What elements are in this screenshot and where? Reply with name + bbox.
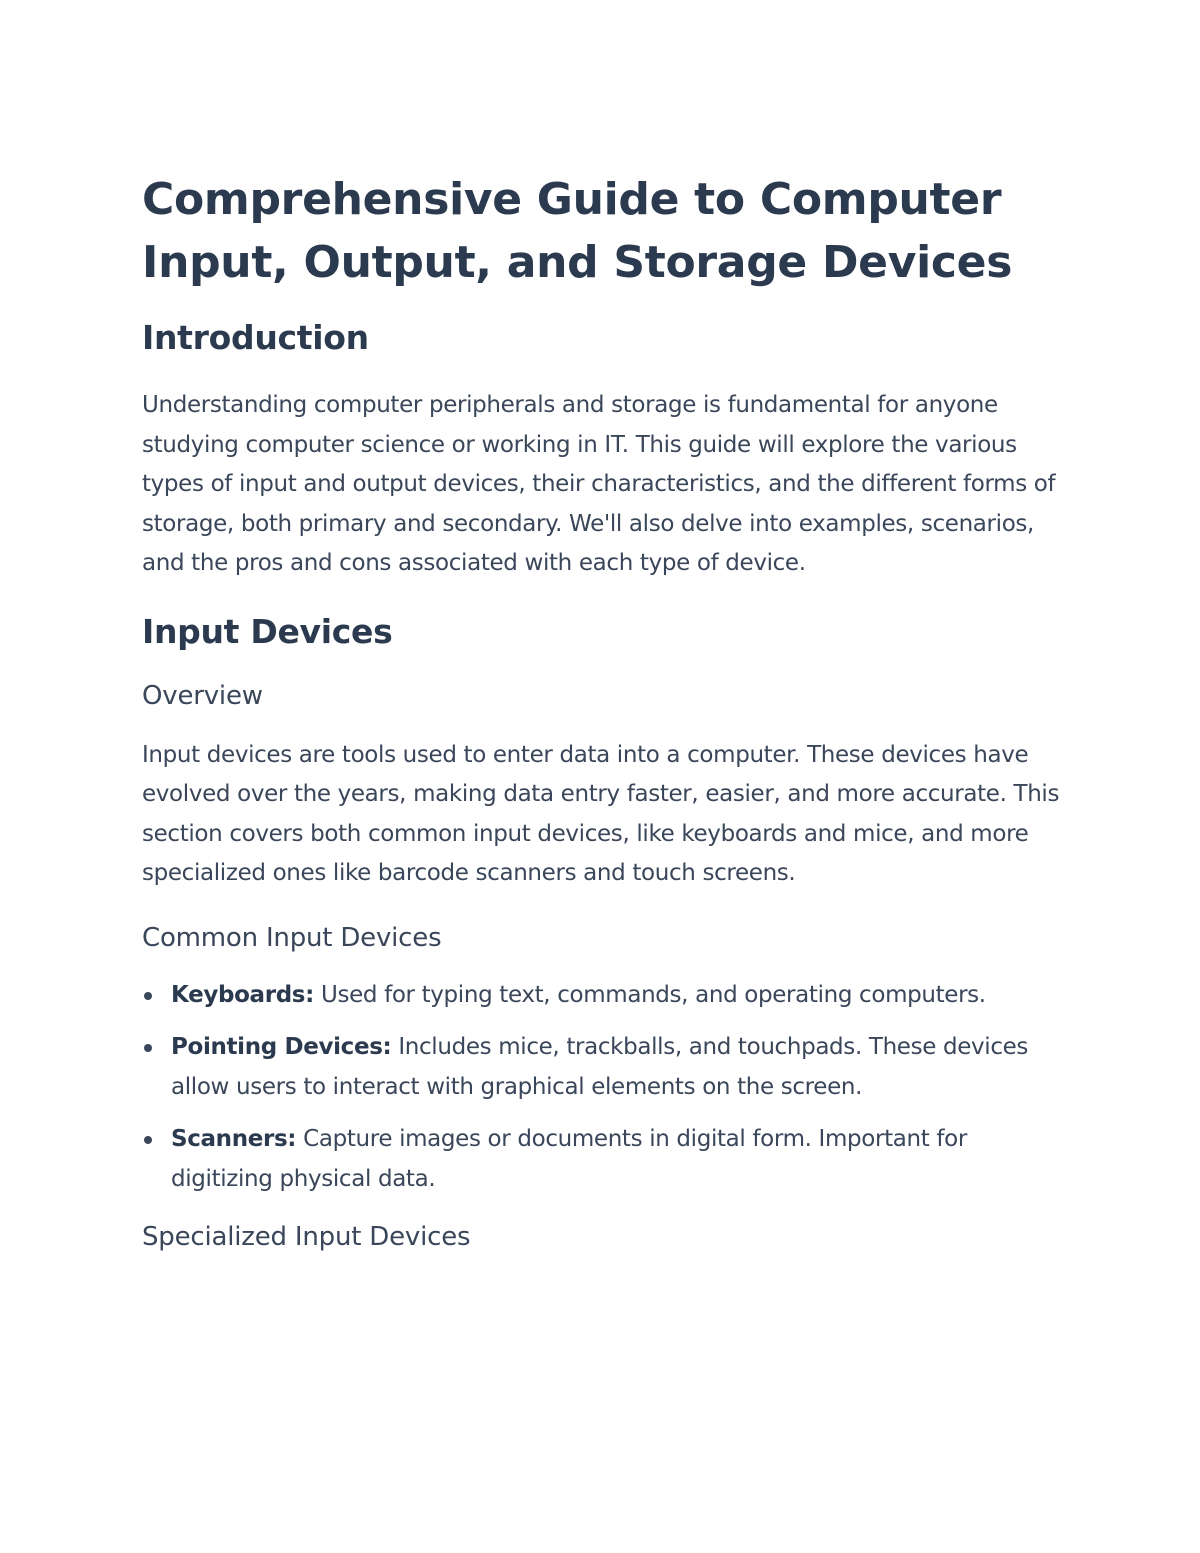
- list-item-term: Pointing Devices:: [171, 1034, 392, 1060]
- document-title: Comprehensive Guide to Computer Input, Output, and Storage Devices: [142, 174, 1013, 288]
- list-item-term: Scanners:: [171, 1126, 297, 1152]
- list-item: [142, 1028, 1060, 1107]
- introduction-paragraph: Understanding computer peripherals and storage is fundamental for anyone studying computer science or working in IT. This guide will explore the various types of input and output devices, their characteristics, and the different forms of storage, both primary and secondary. We'll also delve into examples, scenarios, and the pros and cons associated with each type of device.: [142, 392, 1056, 576]
- list-item-description: Used for typing text, commands, and operating computers.: [314, 981, 986, 1008]
- list-item-term: Keyboards:: [171, 981, 314, 1008]
- common-input-devices-list: [142, 976, 1060, 1200]
- overview-heading: Overview: [142, 680, 263, 711]
- bullet-icon: [144, 1044, 152, 1052]
- list-item-description: Capture images or documents in digital form. Important for digitizing physical data.: [171, 1126, 967, 1192]
- overview-paragraph: Input devices are tools used to enter data into a computer. These devices have evolved over the years, making data entry faster, easier, and more accurate. This section covers both common input devices, like keyboards and mice, and more specialized ones like barcode scanners and touch screens.: [142, 741, 1060, 886]
- input-devices-heading: Input Devices: [142, 611, 393, 651]
- common-input-devices-heading: Common Input Devices: [142, 922, 442, 953]
- specialized-input-devices-heading: Specialized Input Devices: [142, 1222, 471, 1252]
- list-item-description: Includes mice, trackballs, and touchpads. These devices allow users to interact with graphical elements on the screen.: [171, 1034, 1029, 1100]
- bullet-icon: [144, 1136, 152, 1144]
- bullet-icon: [144, 992, 152, 1000]
- introduction-heading: Introduction: [142, 318, 369, 357]
- list-item: [142, 976, 1060, 1016]
- list-item: [142, 1120, 1060, 1199]
